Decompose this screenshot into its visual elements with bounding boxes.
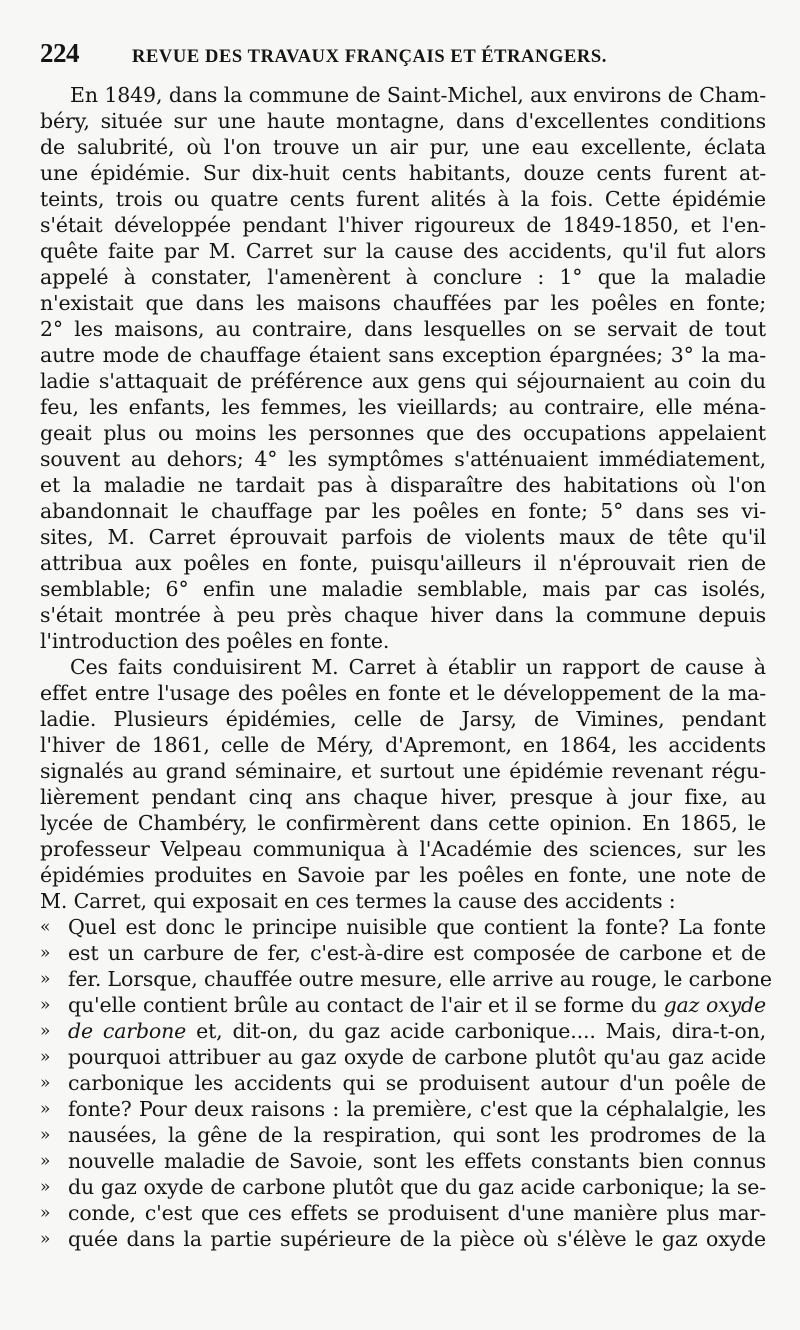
quote-text-segment: et, dit-on, du gaz acide carbonique.... Mais, dira-t-on,: [186, 1019, 766, 1043]
quote-mark: »: [40, 969, 51, 989]
quote-line: [40, 1122, 766, 1148]
quote-line: [40, 1226, 766, 1252]
text-line: une épidémie. Sur dix-huit cents habitants, douze cents furent at-: [40, 161, 766, 185]
quote-mark: »: [40, 1073, 51, 1093]
quote-mark: »: [40, 1099, 51, 1119]
page-header: [40, 38, 766, 78]
text-line: de salubrité, où l'on trouve un air pur, une eau excellente, éclata: [40, 135, 766, 159]
quote-line: [40, 1096, 766, 1122]
quote-mark: »: [40, 1151, 51, 1171]
text-line: attribua aux poêles en fonte, puisqu'ailleurs il n'éprouvait rien de: [40, 551, 766, 575]
quote-mark: »: [40, 995, 51, 1015]
text-line: 2° les maisons, au contraire, dans lesquelles on se servait de tout: [40, 317, 766, 341]
quote-line: [40, 1200, 766, 1226]
italic-term: gaz oxyde: [663, 993, 766, 1017]
quote-text: fonte? Pour deux raisons : la première, c'est que la céphalalgie, les: [68, 1097, 766, 1121]
text-line: effet entre l'usage des poêles en fonte et le développement de la ma-: [40, 681, 766, 705]
quote-line: [40, 1044, 766, 1070]
quote-mark: »: [40, 1229, 51, 1249]
quote-mark: »: [40, 943, 51, 963]
text-line: souvent au dehors; 4° les symptômes s'atténuaient immédiatement,: [40, 447, 766, 471]
quote-line: [40, 966, 772, 992]
quote-line: [40, 1018, 766, 1044]
text-line: et la maladie ne tardait pas à disparaître des habitations où l'on: [40, 473, 766, 497]
quote-text: pourquoi attribuer au gaz oxyde de carbone plutôt qu'au gaz acide: [68, 1045, 766, 1069]
quote-text: conde, c'est que ces effets se produisent d'une manière plus mar-: [68, 1201, 766, 1225]
quote-text: [68, 992, 766, 1018]
quote-line: [40, 992, 766, 1018]
body-text: [40, 82, 772, 1252]
text-line: autre mode de chauffage étaient sans exception épargnées; 3° la ma-: [40, 343, 766, 367]
text-line: En 1849, dans la commune de Saint-Michel, aux environs de Cham-: [70, 83, 766, 107]
quote-line: [40, 914, 766, 940]
text-line: lièrement pendant cinq ans chaque hiver, presque à jour fixe, au: [40, 785, 766, 809]
text-line: appelé à constater, l'amenèrent à conclure : 1° que la maladie: [40, 265, 766, 289]
quote-mark: »: [40, 1177, 51, 1197]
text-line: sites, M. Carret éprouvait parfois de violents maux de tête qu'il: [40, 525, 766, 549]
italic-term: de carbone: [68, 1019, 187, 1043]
quote-text: fer. Lorsque, chauffée outre mesure, elle arrive au rouge, le carbone: [68, 967, 772, 991]
text-line: l'hiver de 1861, celle de Méry, d'Apremont, en 1864, les accidents: [40, 733, 766, 757]
quotation: [40, 914, 772, 1252]
text-line: geait plus ou moins les personnes que des occupations appelaient: [40, 421, 766, 445]
quote-text: du gaz oxyde de carbone plutôt que du gaz acide carbonique; la se-: [68, 1175, 766, 1199]
paragraph-2: [40, 654, 766, 914]
quote-text: quée dans la partie supérieure de la pièce où s'élève le gaz oxyde: [68, 1227, 766, 1251]
text-line: abandonnait le chauffage par les poêles en fonte; 5° dans ses vi-: [40, 499, 766, 523]
text-line: ladie. Plusieurs épidémies, celle de Jarsy, de Vimines, pendant: [40, 707, 766, 731]
text-line: Ces faits conduisirent M. Carret à établir un rapport de cause à: [70, 655, 766, 679]
page-number: 224: [40, 38, 79, 68]
text-line: quête faite par M. Carret sur la cause des accidents, qu'il fut alors: [40, 239, 766, 263]
quote-line: [40, 1174, 766, 1200]
text-line: feu, les enfants, les femmes, les vieillards; au contraire, elle ména-: [40, 395, 766, 419]
paragraph-1: [40, 82, 766, 654]
text-line: l'introduction des poêles en fonte.: [40, 629, 390, 653]
quote-line: [40, 1148, 766, 1174]
text-line: professeur Velpeau communiqua à l'Académie des sciences, sur les: [40, 837, 766, 861]
quote-text: [68, 1018, 766, 1044]
text-line: teints, trois ou quatre cents furent alités à la fois. Cette épidémie: [40, 187, 766, 211]
text-line: béry, située sur une haute montagne, dans d'excellentes conditions: [40, 109, 766, 133]
quote-text: Quel est donc le principe nuisible que contient la fonte? La fonte: [68, 915, 766, 939]
text-line: n'existait que dans les maisons chauffées par les poêles en fonte;: [40, 291, 766, 315]
quote-mark: »: [40, 1203, 51, 1223]
quote-text: carbonique les accidents qui se produisent autour d'un poêle de: [68, 1071, 766, 1095]
text-line: semblable; 6° enfin une maladie semblable, mais par cas isolés,: [40, 577, 766, 601]
quote-line: [40, 940, 766, 966]
text-line: M. Carret, qui exposait en ces termes la cause des accidents :: [40, 889, 676, 913]
quote-mark: »: [40, 1125, 51, 1145]
quote-text: nausées, la gêne de la respiration, qui sont les prodromes de la: [68, 1123, 766, 1147]
quote-mark: «: [40, 917, 51, 937]
quote-text: nouvelle maladie de Savoie, sont les effets constants bien connus: [68, 1149, 766, 1173]
quote-text-segment: qu'elle contient brûle au contact de l'air et il se forme du: [68, 993, 664, 1017]
text-line: épidémies produites en Savoie par les poêles en fonte, une note de: [40, 863, 766, 887]
quote-mark: »: [40, 1047, 51, 1067]
quote-text: est un carbure de fer, c'est-à-dire est composée de carbone et de: [68, 941, 766, 965]
text-line: s'était montrée à peu près chaque hiver dans la commune depuis: [40, 603, 766, 627]
quote-continuation: [40, 1044, 766, 1252]
text-line: ladie s'attaquait de préférence aux gens qui séjournaient au coin du: [40, 369, 766, 393]
text-line: s'était développée pendant l'hiver rigoureux de 1849-1850, et l'en-: [40, 213, 766, 237]
text-line: lycée de Chambéry, le confirmèrent dans cette opinion. En 1865, le: [40, 811, 766, 835]
quote-mark: »: [40, 1021, 51, 1041]
running-title: REVUE DES TRAVAUX FRANÇAIS ET ÉTRANGERS.: [132, 47, 607, 67]
text-line: signalés au grand séminaire, et surtout une épidémie revenant régu-: [40, 759, 766, 783]
quote-line: [40, 1070, 766, 1096]
